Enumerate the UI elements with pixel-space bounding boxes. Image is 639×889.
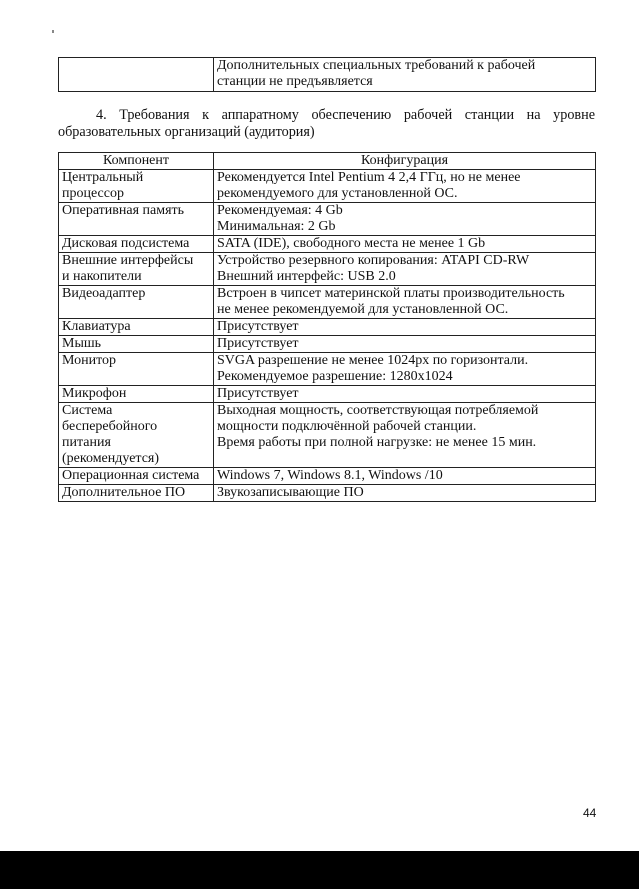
table-row (59, 253, 596, 286)
component-cell (59, 336, 214, 353)
component-text-line: Микрофон (62, 386, 127, 401)
scan-bottom-band (0, 851, 639, 889)
table-row (59, 319, 596, 336)
component-cell (59, 319, 214, 336)
table-header-row (59, 153, 596, 170)
configuration-text-line: Присутствует (217, 319, 299, 334)
component-text-line: Внешние интерфейсы (62, 253, 194, 268)
configuration-text-line: Присутствует (217, 336, 299, 351)
hardware-requirements-table (58, 152, 596, 502)
configuration-text-line: SATA (IDE), свободного места не менее 1 Gb (217, 236, 486, 251)
component-text-line: Видеоадаптер (62, 286, 146, 301)
table-row (59, 58, 596, 92)
table-row (59, 236, 596, 253)
component-cell (59, 485, 214, 502)
component-text-line: Дополнительное ПО (62, 485, 186, 500)
component-text-line: процессор (62, 186, 124, 201)
configuration-text-line: Присутствует (217, 386, 299, 401)
configuration-cell (214, 319, 596, 336)
table-row (59, 286, 596, 319)
component-text-line: Операционная система (62, 468, 200, 483)
cell-text-line: станции не предъявляется (217, 74, 373, 89)
table-row (59, 485, 596, 502)
configuration-cell (214, 236, 596, 253)
configuration-cell (214, 485, 596, 502)
component-cell (59, 203, 214, 236)
configuration-cell (214, 203, 596, 236)
column-header-component: Компонент (59, 153, 214, 170)
component-cell (59, 468, 214, 485)
table-row (59, 353, 596, 386)
configuration-text-line: Выходная мощность, соответствующая потребляемой (217, 403, 539, 418)
table-row (59, 403, 596, 468)
component-cell (59, 170, 214, 203)
scan-artifact (52, 30, 54, 33)
previous-requirements-table (58, 57, 596, 92)
table-row (59, 170, 596, 203)
component-cell (59, 286, 214, 319)
configuration-cell (214, 353, 596, 386)
configuration-text-line: Рекомендуемая: 4 Gb (217, 203, 343, 218)
component-text-line: и накопители (62, 269, 142, 284)
component-text-line: Система (62, 403, 113, 418)
configuration-text-line: не менее рекомендуемой для установленной ОС. (217, 302, 509, 317)
column-header-configuration: Конфигурация (214, 153, 596, 170)
section-heading-paragraph: 4. Требования к аппаратному обеспечению рабочей станции на уровне образовательных организаций (аудитория) (58, 107, 595, 140)
configuration-cell (214, 170, 596, 203)
component-cell (59, 353, 214, 386)
component-text-line: Клавиатура (62, 319, 131, 334)
configuration-cell (214, 336, 596, 353)
component-text-line: Центральный (62, 170, 144, 185)
configuration-text-line: мощности подключённой рабочей станции. (217, 419, 477, 434)
configuration-cell (214, 403, 596, 468)
component-text-line: Оперативная память (62, 203, 185, 218)
hardware-table-body (59, 170, 596, 502)
configuration-cell (214, 468, 596, 485)
component-cell (59, 236, 214, 253)
component-text-line: (рекомендуется) (62, 451, 160, 466)
cell-text-line: Дополнительных специальных требований к рабочей (217, 58, 536, 73)
configuration-text-line: Рекомендуемое разрешение: 1280x1024 (217, 369, 453, 384)
table-row (59, 386, 596, 403)
configuration-text-line: Звукозаписывающие ПО (217, 485, 364, 500)
configuration-text-line: Рекомендуется Intel Pentium 4 2,4 ГГц, но не менее (217, 170, 521, 185)
configuration-cell (214, 253, 596, 286)
configuration-text-line: Встроен в чипсет материнской платы производительность (217, 286, 565, 301)
component-text-line: питания (62, 435, 111, 450)
table-row (59, 468, 596, 485)
page-number: 44 (583, 806, 597, 820)
configuration-text-line: рекомендуемого для установленной ОС. (217, 186, 458, 201)
configuration-text-line: Устройство резервного копирования: ATAPI CD-RW (217, 253, 530, 268)
table-row (59, 203, 596, 236)
requirements-note-cell (214, 58, 596, 92)
configuration-text-line: Windows 7, Windows 8.1, Windows /10 (217, 468, 443, 483)
component-text-line: Мышь (62, 336, 102, 351)
component-cell (59, 253, 214, 286)
component-text-line: бесперебойного (62, 419, 158, 434)
component-cell (59, 403, 214, 468)
component-text-line: Дисковая подсистема (62, 236, 190, 251)
component-text-line: Монитор (62, 353, 117, 368)
configuration-cell (214, 286, 596, 319)
configuration-text-line: Минимальная: 2 Gb (217, 219, 336, 234)
configuration-text-line: Внешний интерфейс: USB 2.0 (217, 269, 396, 284)
configuration-cell (214, 386, 596, 403)
empty-component-cell (59, 58, 214, 92)
table-row (59, 336, 596, 353)
component-cell (59, 386, 214, 403)
configuration-text-line: SVGA разрешение не менее 1024px по горизонтали. (217, 353, 529, 368)
configuration-text-line: Время работы при полной нагрузке: не менее 15 мин. (217, 435, 537, 450)
